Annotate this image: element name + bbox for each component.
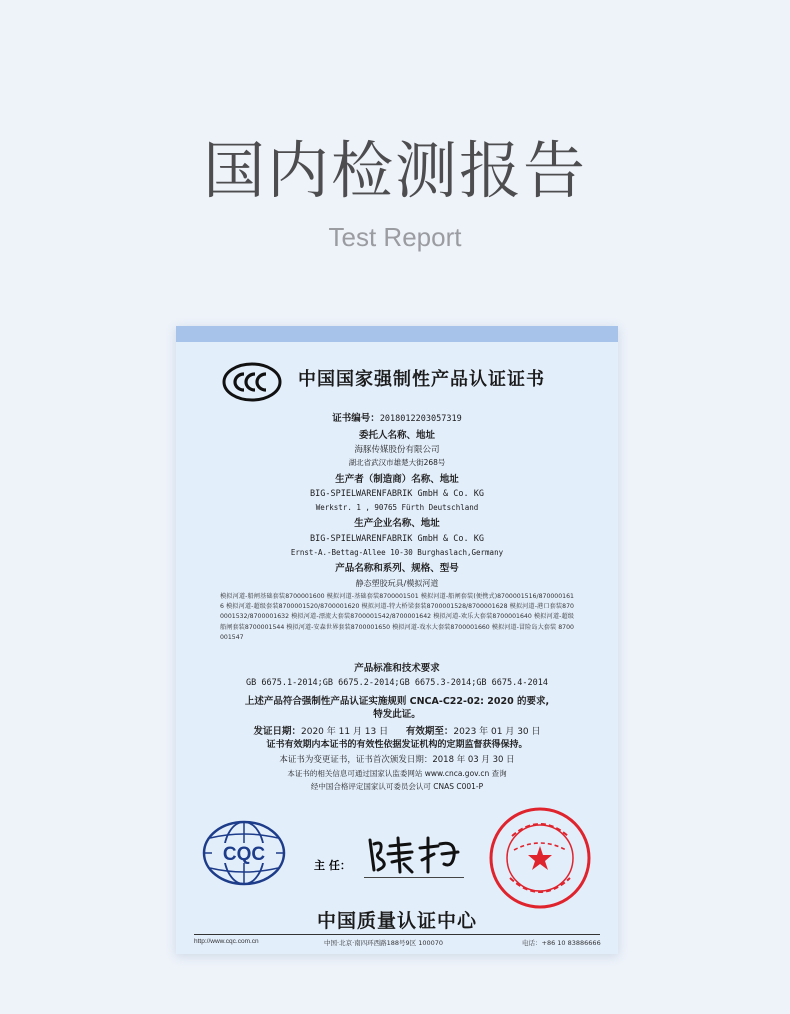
footer-phone: 电话：+86 10 83886666	[522, 939, 601, 947]
cqc-logo-icon	[202, 820, 286, 886]
ccc-logo-icon	[222, 362, 282, 402]
compliance-line-2: 特发此证。	[373, 709, 421, 720]
dates-row	[176, 724, 618, 738]
cert-number: 2018012203057319	[379, 414, 462, 424]
issue-date: 2020 年 11 月 13 日	[301, 727, 389, 737]
footer-address: 中国·北京·南四环西路188号9区 100070	[324, 939, 444, 947]
page-title: 国内检测报告	[202, 134, 587, 207]
manufacturer-name: BIG-SPIELWARENFABRIK GmbH & Co. KG	[310, 489, 484, 499]
manufacturer-address: Werkstr. 1 , 90765 Fürth Deutschland	[315, 503, 479, 512]
page-subtitle: Test Report	[328, 222, 462, 252]
footer-url: http://www.cqc.com.cn	[194, 938, 259, 945]
standards-label: 产品标准和技术要求	[354, 663, 440, 674]
product-models: 模拟河道-船闸基础套装8700001600 模拟河道-基础套装8700001501 模拟河道-船闸套装(便携式)8700001516/8700001616 模拟河道-超级套装8700001520/8700001620 模拟河道-特大桥梁套装8700001528/8700001628 模拟河道-港口套装8700001532/8700001632 模拟河道-漂流大套装8700001542/8700001642 模拟河道-欢乐大套装8700001640 模拟河道-超级船闸套装8700001544 模拟河道-安森世界套装8700001650 模拟河道-戏水大套装8700001660 模拟河道-冒险岛大套装 8700001547	[220, 593, 574, 641]
cqc-logo-text: CQC	[222, 844, 266, 865]
standards: GB 6675.1-2014;GB 6675.2-2014;GB 6675.3-2014;GB 6675.4-2014	[246, 678, 548, 688]
certificate-top-bar	[176, 326, 618, 342]
director-signature	[364, 834, 464, 876]
official-seal-icon	[488, 806, 592, 910]
first-issue-note: 本证书为变更证书，证书首次颁发日期：2018 年 03 月 30 日	[279, 755, 515, 765]
manufacturer-label: 生产者（制造商）名称、地址	[335, 474, 459, 485]
cert-number-label: 证书编号：	[332, 413, 380, 424]
client-address: 湖北省武汉市雄楚大街268号	[348, 458, 446, 467]
valid-until-label: 有效期至：	[405, 726, 454, 737]
query-note: 本证书的相关信息可通过国家认监委网站 www.cnca.gov.cn 查询	[287, 769, 507, 778]
certificate-number-row	[176, 406, 618, 425]
factory-label: 生产企业名称、地址	[354, 518, 440, 529]
valid-until-date: 2023 年 01 月 30 日	[453, 727, 541, 737]
compliance-line-1: 上述产品符合强制性产品认证实施规则 CNCA-C22-02: 2020 的要求,	[244, 696, 550, 707]
product-label: 产品名称和系列、规格、型号	[335, 563, 459, 574]
issuer-name: 中国质量认证中心	[316, 910, 477, 932]
factory-address: Ernst-A.-Bettag-Allee 10-30 Burghaslach,Germany	[290, 548, 504, 557]
issue-date-label: 发证日期：	[253, 726, 301, 737]
accreditation-note: 经中国合格评定国家认可委员会认可 CNAS C001-P	[310, 782, 484, 791]
client-name: 海豚传媒股份有限公司	[354, 445, 440, 455]
validity-statement: 证书有效期内本证书的有效性依据发证机构的定期监督获得保持。	[266, 740, 528, 750]
factory-name: BIG-SPIELWARENFABRIK GmbH & Co. KG	[310, 534, 484, 544]
certificate	[176, 326, 618, 954]
product-name: 静态塑胶玩具/模拟河道	[355, 579, 439, 588]
signature-line	[364, 877, 464, 878]
director-label: 主 任：	[314, 859, 351, 872]
certificate-heading: 中国国家强制性产品认证证书	[298, 369, 545, 390]
client-label: 委托人名称、地址	[358, 430, 435, 441]
footer-divider	[194, 934, 600, 935]
